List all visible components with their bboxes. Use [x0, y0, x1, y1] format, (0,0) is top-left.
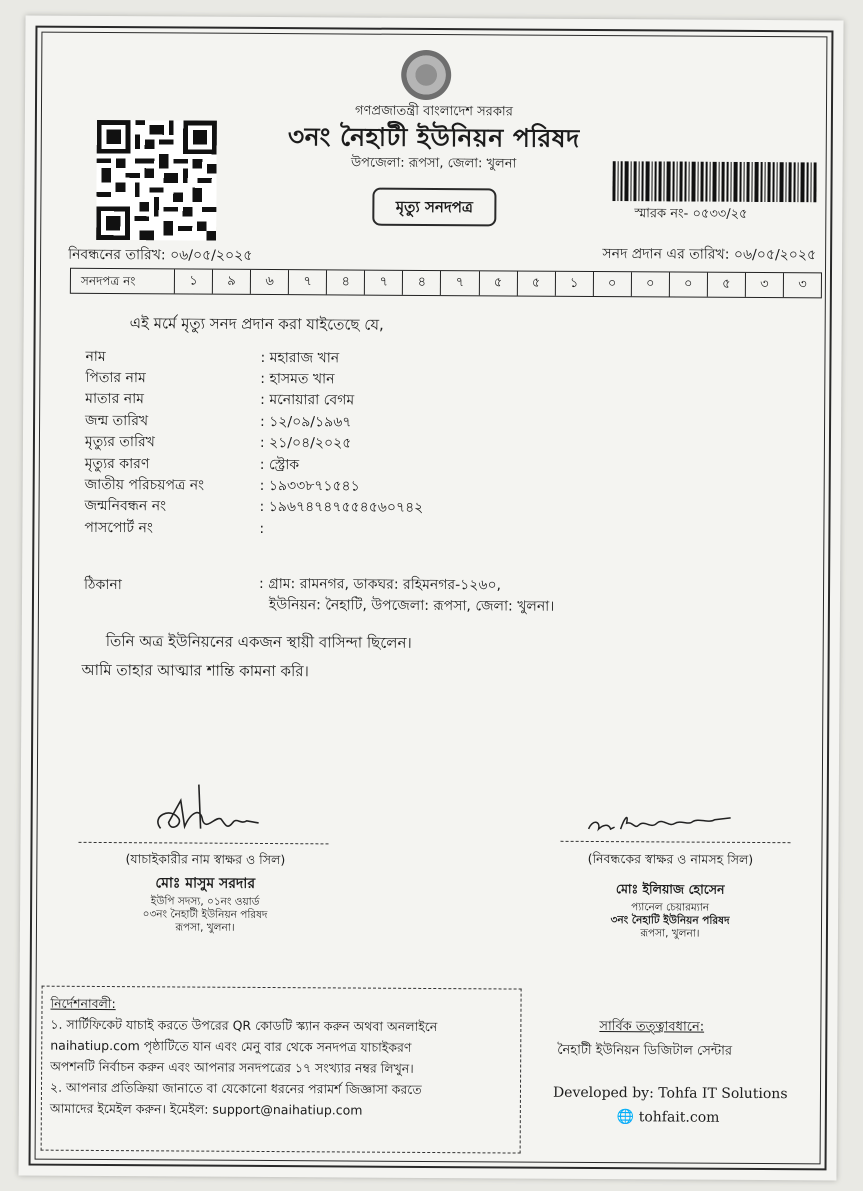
registrar-caption: (নিবন্ধকের স্বাক্ষর ও নামসহ সিল) — [587, 850, 754, 867]
website-link[interactable]: tohfait.com — [638, 1109, 720, 1126]
instruction-line: ২. আপনার প্রতিক্রিয়া জানাতে বা যেকোনো ধরনের পরামর্শ জিজ্ঞাসা করতে — [49, 1079, 422, 1097]
cert-digit: ৫ — [708, 273, 746, 297]
registrar-signature — [581, 799, 751, 840]
cert-digit: ৩ — [746, 273, 784, 297]
registration-date: নিবন্ধনের তারিখ: ০৬/০৫/২০২৫ — [68, 246, 253, 264]
cert-digit: ৭ — [441, 271, 479, 295]
upazila-line: উপজেলা: রূপসা, জেলা: খুলনা — [350, 155, 517, 172]
field-value: : — [259, 520, 265, 537]
field-label: পিতার নাম — [85, 369, 146, 387]
details-list — [84, 346, 785, 543]
intro-text: এই মর্মে মৃত্যু সনদ প্রদান করা যাইতেছে যে, — [129, 314, 384, 334]
government-title: গণপ্রজাতন্ত্রী বাংলাদেশ সরকার — [355, 103, 513, 120]
registrar-block — [530, 851, 811, 942]
field-label: জন্মনিবন্ধন নং — [84, 498, 167, 515]
field-label: মৃত্যুর তারিখ — [84, 434, 155, 451]
field-label: জন্ম তারিখ — [85, 412, 149, 430]
cert-digit: ৪ — [403, 271, 441, 295]
verifier-office: ০৩নং নৈহাটী ইউনিয়ন পরিষদ — [142, 908, 268, 922]
cert-digit: ৫ — [517, 272, 555, 296]
registrar-location: রূপসা, খুলনা। — [640, 927, 700, 940]
address-row — [84, 573, 804, 619]
issue-date: সনদ প্রদান এর তারিখ: ০৬/০৫/২০২৫ — [602, 246, 817, 264]
verifier-signature — [141, 776, 281, 837]
certificate-sheet — [18, 16, 843, 1181]
registrar-office: ৩নং নৈহাটি ইউনিয়ন পরিষদ — [610, 914, 730, 927]
cert-digit: ৫ — [479, 271, 517, 295]
globe-icon: 🌐 — [616, 1109, 639, 1126]
certificate-number-row — [70, 268, 822, 299]
field-value: : ১২/০৯/১৯৬৭ — [260, 413, 352, 431]
verifier-name: মোঃ মাসুম সরদার — [155, 875, 256, 892]
field-value: : মহারাজ খান — [260, 349, 340, 367]
cert-digit: ০ — [670, 272, 708, 296]
cert-digit: ৯ — [213, 270, 251, 294]
verifier-location: রূপসা, খুলনা। — [175, 921, 235, 934]
government-emblem-icon — [401, 50, 451, 100]
instruction-line: ১. সার্টিফিকেট যাচাই করতে উপরের QR কোডটি স্ক্যান করুন অথবা অনলাইনে — [50, 1016, 438, 1035]
field-label: মৃত্যুর কারণ — [84, 455, 150, 472]
address-line-2: ইউনিয়ন: নৈহাটি, উপজেলা: রূপসা, জেলা: খুলনা। — [268, 597, 555, 615]
prayer-statement: আমি তাহার আত্মার শান্তি কামনা করি। — [81, 660, 309, 681]
instruction-line: naihatiup.com পৃষ্ঠাটিতে যান এবং মেনু বার থেকে সনদপত্র যাচাইকরণ — [50, 1037, 412, 1055]
barcode-icon — [612, 161, 816, 202]
registrar-name: মোঃ ইলিয়াজ হোসেন — [615, 881, 725, 897]
instructions-box — [41, 986, 522, 1154]
field-value: : মনোয়ারা বেগম — [260, 392, 355, 410]
field-value: : হাসমত খান — [260, 371, 335, 388]
registrar-designation: প্যানেল চেয়ারম্যান — [631, 901, 710, 914]
field-value: : ২১/০৪/২০২৫ — [259, 435, 352, 452]
address-line-1: : গ্রাম: রামনগর, ডাকঘর: রহিমনগর-১২৬০, — [259, 575, 502, 594]
verifier-caption: (যাচাইকারীর নাম স্বাক্ষর ও সিল) — [125, 851, 286, 868]
memo-number: স্মারক নং- ০৫৩৩/২৫ — [634, 206, 748, 222]
cert-digit: ৭ — [289, 270, 327, 294]
field-label: নাম — [85, 348, 106, 365]
instruction-line: আমাদের ইমেইল করুন। ইমেইল: support@naihatiup.com — [49, 1100, 363, 1118]
digital-center-name: নৈহাটী ইউনিয়ন ডিজিটাল সেন্টার — [557, 1042, 733, 1059]
cert-digit: ১ — [555, 272, 593, 296]
doc-type-badge: মৃত্যু সনদপত্র — [372, 188, 496, 227]
instruction-line: অপশনটি নির্বাচন করুন এবং আপনার সনদপত্রের ১৭ সংখ্যার নম্বর লিখুন। — [50, 1058, 414, 1076]
field-value: : স্ট্রোক — [259, 456, 300, 473]
field-label: জাতীয় পরিচয়পত্র নং — [84, 476, 205, 494]
address-label: ঠিকানা — [84, 576, 122, 594]
supervision-label: সার্বিক তত্ত্বাবধানে: — [599, 1019, 705, 1035]
union-title: ৩নং নৈহাটী ইউনিয়ন পরিষদ — [287, 122, 580, 153]
field-value: : ১৯৩৩৮৭১৫৪১ — [259, 477, 360, 495]
resident-statement: তিনি অত্র ইউনিয়নের একজন স্থায়ী বাসিন্দা ছিলেন। — [105, 632, 412, 652]
certificate-number-label: সনদপত্র নং — [71, 269, 175, 294]
field-label: মাতার নাম — [85, 391, 145, 408]
cert-digit: ০ — [594, 272, 632, 296]
cert-digit: ৪ — [327, 270, 365, 294]
verifier-designation: ইউপি সদস্য, ০১নং ওয়ার্ড — [150, 895, 260, 908]
developer-credit: Developed by: Tohfa IT Solutions — [552, 1084, 788, 1103]
cert-digit: ০ — [632, 272, 670, 296]
cert-digit: ৬ — [251, 270, 289, 294]
field-value: : ১৯৬৭৪৭৪৭৫৫৪৫৬০৭৪২ — [259, 499, 424, 517]
cert-digit: ৩ — [798, 277, 807, 293]
cert-digit: ১ — [175, 269, 213, 293]
verifier-block — [60, 851, 351, 936]
address-value — [259, 574, 555, 618]
cert-digit: ৭ — [365, 271, 403, 295]
field-label: পাসপোর্ট নং — [84, 519, 153, 537]
instructions-title: নির্দেশনাবলী: — [50, 995, 116, 1012]
website — [617, 1109, 720, 1126]
